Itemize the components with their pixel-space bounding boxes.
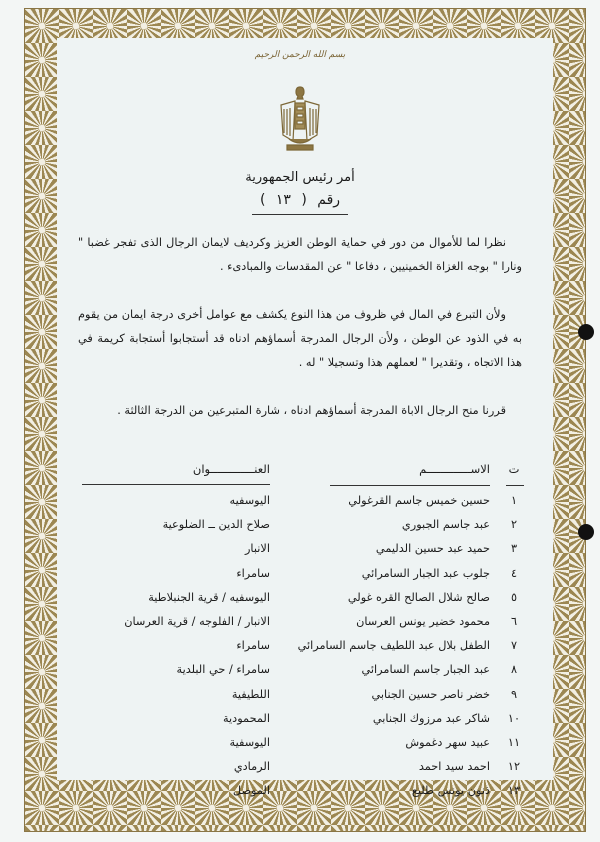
row-number: ٢	[510, 518, 518, 532]
table-row	[0, 784, 600, 808]
table-row	[0, 567, 600, 591]
row-address: سامراء / حي البلدية	[176, 663, 270, 677]
row-number: ٧	[510, 639, 518, 653]
table-row	[0, 518, 600, 542]
row-number: ٣	[510, 542, 518, 556]
header-name-underline	[330, 485, 490, 486]
table-row	[0, 712, 600, 736]
row-name: حميد عبد حسين الدليمي	[375, 542, 490, 556]
row-name: عبد الجبار جاسم السامرائي	[361, 663, 490, 677]
eagle-emblem-icon	[277, 83, 323, 155]
row-name: احمد سيد احمد	[418, 760, 490, 774]
order-number: رقم ( ١٣ )	[259, 192, 341, 208]
row-number: ١٣	[507, 784, 521, 798]
row-address: الانبار	[244, 542, 270, 556]
row-address: اليوسفيه / قرية الجنبلاطية	[148, 590, 270, 604]
order-number-underline	[252, 214, 348, 215]
row-address: الموصل	[232, 784, 270, 798]
table-row	[0, 688, 600, 712]
table-row	[0, 542, 600, 566]
row-number: ١١	[507, 736, 521, 749]
row-number: ١	[510, 494, 518, 507]
row-name: ذنون يونس طليع	[411, 784, 490, 798]
row-address: الرمادي	[233, 760, 270, 774]
row-name: خضر ناصر حسين الجنابي	[371, 687, 490, 701]
table-row	[0, 663, 600, 687]
row-address: سامراء	[236, 639, 270, 653]
punch-hole-top	[578, 324, 594, 340]
row-name: حسين خميس جاسم القرغولي	[348, 494, 490, 507]
header-number-underline	[506, 485, 524, 486]
table-row	[0, 639, 600, 663]
table-row	[0, 494, 600, 518]
paragraph-2-text: ولأن التبرع في المال في ظروف من هذا النوع يكشف مع عوامل أخرى درجة ايمان من يقوم به في الذود عن الوطن ، ولأن الرجال المدرجة أسماؤهم ادناه قد أستجابوا أستجابة كريمة في هذا الاتجاه ، وتقديرا " لعملهم هذا وتسجيلا " له .	[78, 308, 522, 369]
row-address: صلاح الدين ــ الضلوعية	[162, 518, 270, 532]
paragraph-1	[78, 231, 522, 279]
header-address-underline	[82, 484, 270, 485]
paragraph-3-text: قررنا منح الرجال الاباة المدرجة أسماؤهم ادناه ، شارة المتبرعين من الدرجة الثالثة .	[117, 404, 506, 417]
paragraph-3	[78, 399, 522, 423]
row-number: ١٢	[507, 760, 521, 774]
row-name: عبيد سهر دغموش	[405, 736, 490, 749]
row-name: جلوب عبد الجبار السامرائي	[361, 566, 490, 580]
table-row	[0, 615, 600, 639]
row-number: ١٠	[507, 711, 521, 725]
row-address: الانبار / الفلوجه / قرية العرسان	[124, 615, 270, 628]
row-name: عبد جاسم الجبوري	[401, 518, 490, 532]
header-address: العنـــــــــــــوان	[192, 462, 270, 476]
row-name: الطفل بلال عبد اللطيف جاسم السامرائي	[297, 639, 490, 653]
paragraph-1-text: نظرا لما للأموال من دور في حماية الوطن العزيز وكرديف لايمان الرجال الذى تفجر غضبا " ونارا " بوجه الغزاة الخمينيين ، دفاعا " عن المقدسات والمبادىء .	[78, 236, 522, 273]
row-address: اليوسفية	[229, 736, 270, 749]
row-number: ٩	[510, 687, 518, 701]
row-address: اللطيفية	[231, 687, 270, 701]
row-name: محمود خضير يونس العرسان	[356, 615, 490, 628]
row-name: صالح شلال الصالح القره غولي	[347, 590, 490, 604]
row-number: ٥	[510, 590, 518, 604]
row-address: سامراء	[236, 566, 270, 580]
row-number: ٨	[510, 663, 518, 677]
table-row	[0, 736, 600, 760]
header-name: الاســـــــــــــم	[419, 462, 490, 476]
table-row	[0, 591, 600, 615]
table-row	[0, 760, 600, 784]
document-title: أمر رئيس الجمهورية	[245, 170, 355, 185]
basmala: بسم الله الرحمن الرحيم	[254, 50, 346, 60]
paragraph-2	[78, 303, 522, 375]
row-number: ٦	[510, 615, 518, 628]
row-address: اليوسفيه	[229, 494, 270, 507]
row-name: شاكر عبد مرزوك الجنابي	[372, 711, 490, 725]
header-number: ت	[508, 462, 520, 476]
row-number: ٤	[510, 566, 518, 580]
row-address: المحمودية	[222, 711, 270, 725]
